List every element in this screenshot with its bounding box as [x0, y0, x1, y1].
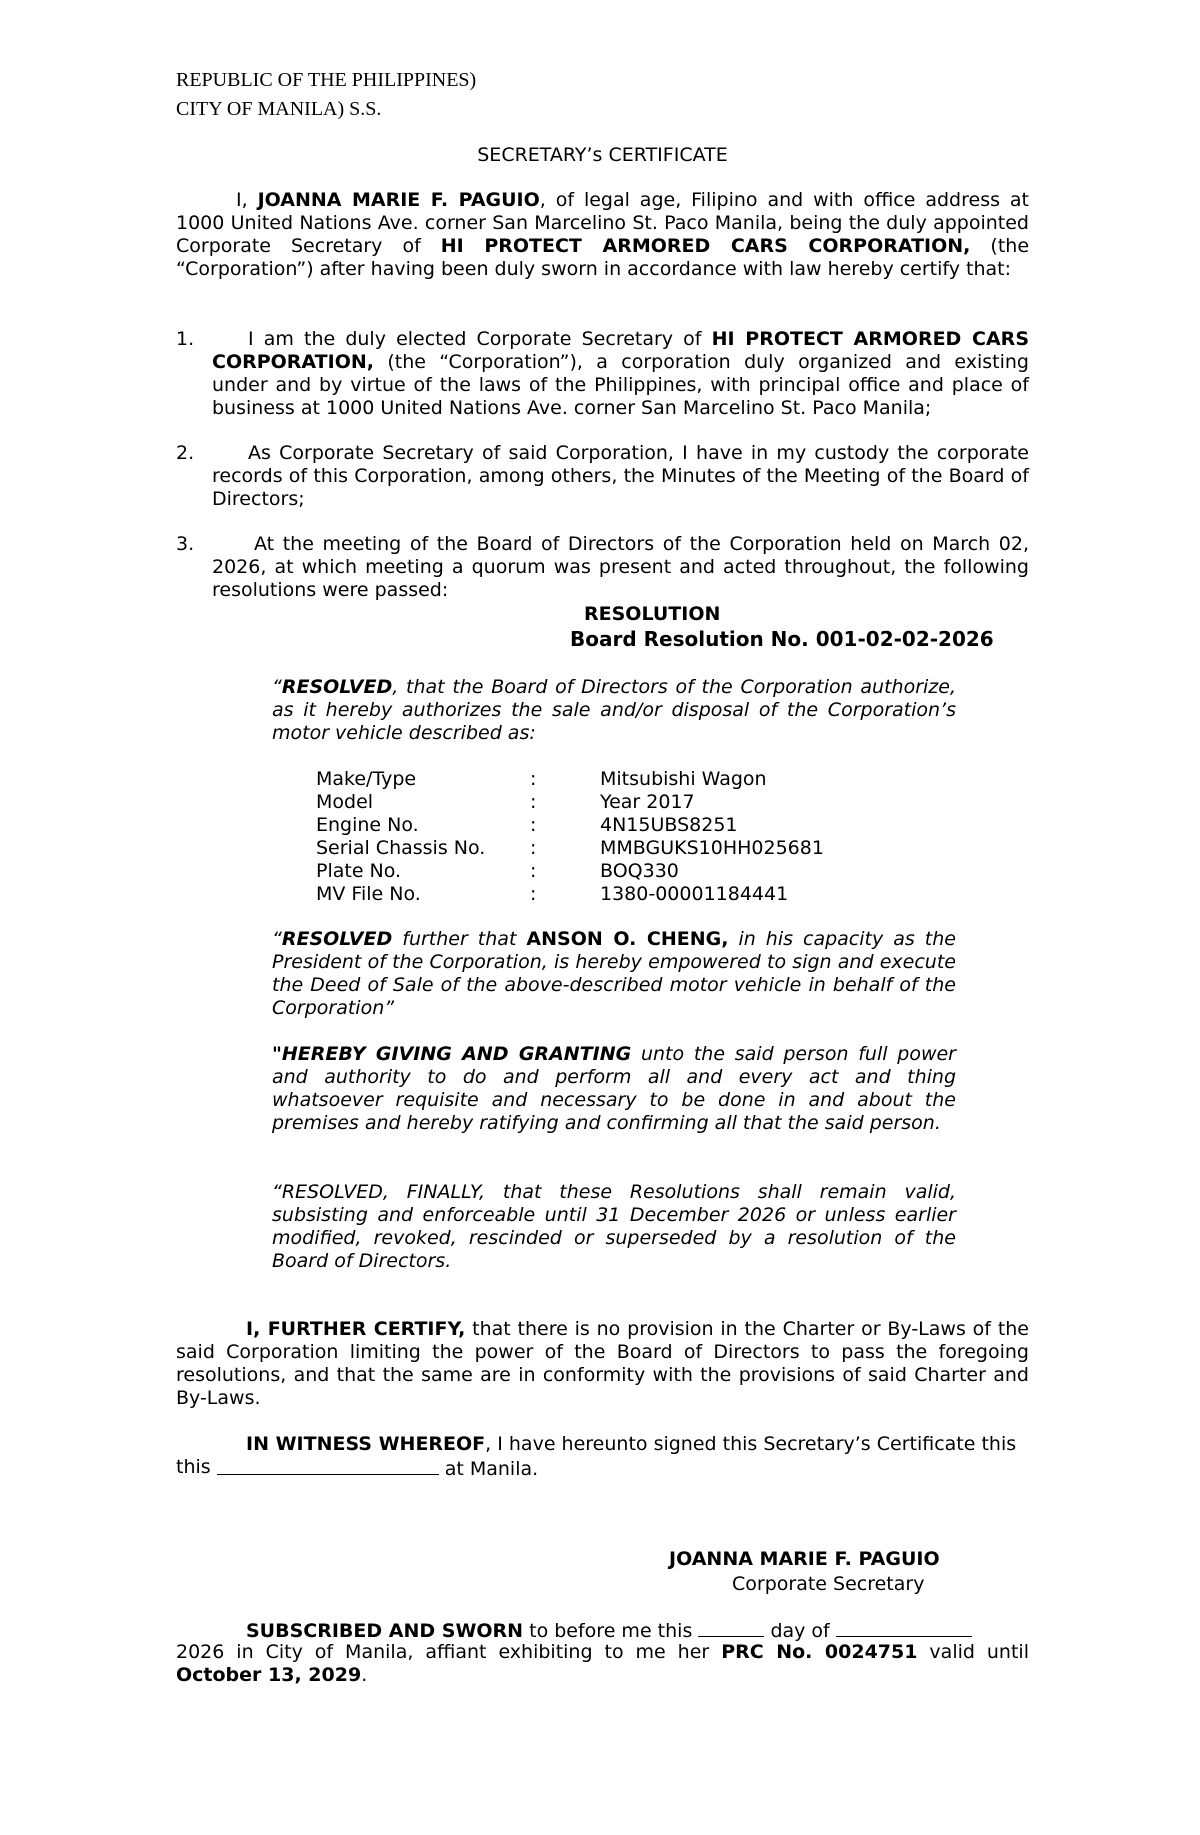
document-title: SECRETARY’s CERTIFICATE [477, 144, 728, 166]
r2-resolved: RESOLVED [281, 928, 393, 950]
vehicle-sep: : [530, 791, 537, 813]
r2-president-name: ANSON O. CHENG, [526, 928, 729, 950]
witness-text: , I have hereunto signed this Secretary’s Certificate this [485, 1433, 1017, 1455]
jurat-valid-until: October 13, 2029 [176, 1664, 362, 1686]
vehicle-sep: : [530, 768, 537, 790]
item-2-number: 2. [176, 442, 195, 464]
intro-post: (the “Corporation”) after having been duly sworn in accordance with law hereby certify that: [176, 235, 1030, 280]
r1-resolved: RESOLVED [281, 676, 393, 698]
item-3-text: At the meeting of the Board of Directors of the Corporation held on March 02, 2026, at which meeting a quorum was present and acted throughout, the following resolutions were passed: [212, 533, 1029, 601]
resolution-paragraph-3 [272, 1043, 956, 1135]
intro-name: JOANNA MARIE F. PAGUIO [257, 189, 540, 211]
vehicle-row [316, 837, 916, 860]
resolution-paragraph-2 [272, 928, 956, 1020]
jurat-prc: PRC No. 0024751 [721, 1641, 918, 1663]
vehicle-sep: : [530, 860, 537, 882]
resolution-paragraph-4: “RESOLVED, FINALLY, that these Resolutions shall remain valid, subsisting and enforceable until 31 December 2026 or unless earlier modified, revoked, rescinded or superseded by a resolution of the Board of Directors. [272, 1181, 956, 1272]
vehicle-value: 4N15UBS8251 [600, 814, 738, 836]
jurat-text-4: valid until [917, 1641, 1029, 1663]
month-blank-line[interactable] [836, 1618, 972, 1637]
jurat-text-1: to before me this [523, 1620, 693, 1642]
vehicle-sep: : [530, 883, 537, 905]
date-blank-line[interactable] [217, 1456, 439, 1475]
item-1-corp: HI PROTECT ARMORED CARS CORPORATION, [212, 328, 1029, 373]
r1-text: , that the Board of Directors of the Corporation authorize, as it hereby authorizes the sale and/or disposal of the Corporation’s motor vehicle described as: [272, 676, 956, 744]
vehicle-label: Engine No. [316, 814, 419, 836]
witness-this-word: this [176, 1456, 211, 1478]
item-1-text [212, 328, 1029, 420]
jurat-bold: SUBSCRIBED AND SWORN [246, 1620, 524, 1642]
r2-text: in his capacity as the President of the Corporation, is hereby empowered to sign and execute the Deed of Sale of the above-described motor vehicle in behalf of the Corporation” [272, 928, 956, 1019]
vehicle-value: 1380-00001184441 [600, 883, 789, 905]
r2-open-quote: “ [272, 928, 282, 950]
venue-line-1: REPUBLIC OF THE PHILIPPINES) [176, 69, 477, 91]
vehicle-row [316, 860, 916, 883]
venue-line-2: CITY OF MANILA) S.S. [176, 98, 382, 120]
vehicle-value: Mitsubishi Wagon [600, 768, 767, 790]
vehicle-label: Plate No. [316, 860, 402, 882]
resolution-paragraph-1 [272, 676, 956, 745]
r3-hereby-giving: "HEREBY GIVING AND GRANTING [272, 1043, 632, 1065]
vehicle-label: MV File No. [316, 883, 421, 905]
witness-line-2 [176, 1456, 1029, 1481]
day-blank-line[interactable] [698, 1618, 764, 1637]
further-certify-paragraph [176, 1318, 1029, 1410]
intro-mid: , of legal age, Filipino and with office address at 1000 United Nations Ave. corner San Marcelino St. Paco Manila, being the duly appointed Corporate Secretary of [176, 189, 1030, 257]
vehicle-label: Make/Type [316, 768, 417, 790]
intro-paragraph [176, 189, 1029, 281]
item-1-lead: I am the duly elected Corporate Secretary of [248, 328, 712, 350]
vehicle-value: MMBGUKS10HH025681 [600, 837, 824, 859]
further-certify-bold: I, FURTHER CERTIFY, [246, 1318, 466, 1340]
resolution-number: Board Resolution No. 001-02-02-2026 [570, 627, 994, 651]
jurat-line-3 [176, 1664, 367, 1687]
vehicle-value: BOQ330 [600, 860, 679, 882]
r1-open-quote: “ [272, 676, 282, 698]
item-3-number: 3. [176, 533, 195, 555]
item-2-text: As Corporate Secretary of said Corporation, I have in my custody the corporate records of this Corporation, among others, the Minutes of the Meeting of the Board of Directors; [212, 442, 1029, 510]
vehicle-row [316, 814, 916, 837]
further-certify-text: that there is no provision in the Charter or By-Laws of the said Corporation limiting the power of the Board of Directors to pass the foregoing resolutions, and that the same are in conformity with the provisions of said Charter and By-Laws. [176, 1318, 1029, 1409]
vehicle-row [316, 791, 916, 814]
jurat-line-1 [176, 1618, 1029, 1643]
vehicle-sep: : [530, 814, 537, 836]
jurat-line-2 [176, 1641, 1029, 1664]
jurat-text-3: 2026 in City of Manila, affiant exhibiting to me her [176, 1641, 722, 1663]
r3-text: unto the said person full power and authority to do and perform all and every act and thing whatsoever requisite and necessary to be done in and about the premises and hereby ratifying and confirming all that the said person. [272, 1043, 956, 1134]
vehicle-label: Model [316, 791, 374, 813]
item-1-number: 1. [176, 328, 195, 350]
jurat-text-2: day of [770, 1620, 830, 1642]
signatory-title: Corporate Secretary [732, 1573, 925, 1595]
vehicle-sep: : [530, 837, 537, 859]
witness-after: at Manila. [444, 1458, 539, 1480]
witness-bold: IN WITNESS WHEREOF [246, 1433, 486, 1455]
vehicle-label: Serial Chassis No. [316, 837, 486, 859]
vehicle-row [316, 883, 916, 906]
jurat-end: . [361, 1664, 368, 1686]
r2-mid: further that [392, 928, 527, 950]
item-1-rest: (the “Corporation”), a corporation duly organized and existing under and by virtue of the laws of the Philippines, with principal office and place of business at 1000 United Nations Ave. corner San Marcelino St. Paco Manila; [212, 351, 1029, 419]
vehicle-value: Year 2017 [600, 791, 695, 813]
intro-pre: I, [236, 189, 258, 211]
witness-paragraph [176, 1433, 1029, 1456]
vehicle-row [316, 768, 916, 791]
intro-corp: HI PROTECT ARMORED CARS CORPORATION, [440, 235, 971, 257]
resolution-heading: RESOLUTION [584, 603, 721, 625]
signatory-name: JOANNA MARIE F. PAGUIO [669, 1548, 940, 1570]
